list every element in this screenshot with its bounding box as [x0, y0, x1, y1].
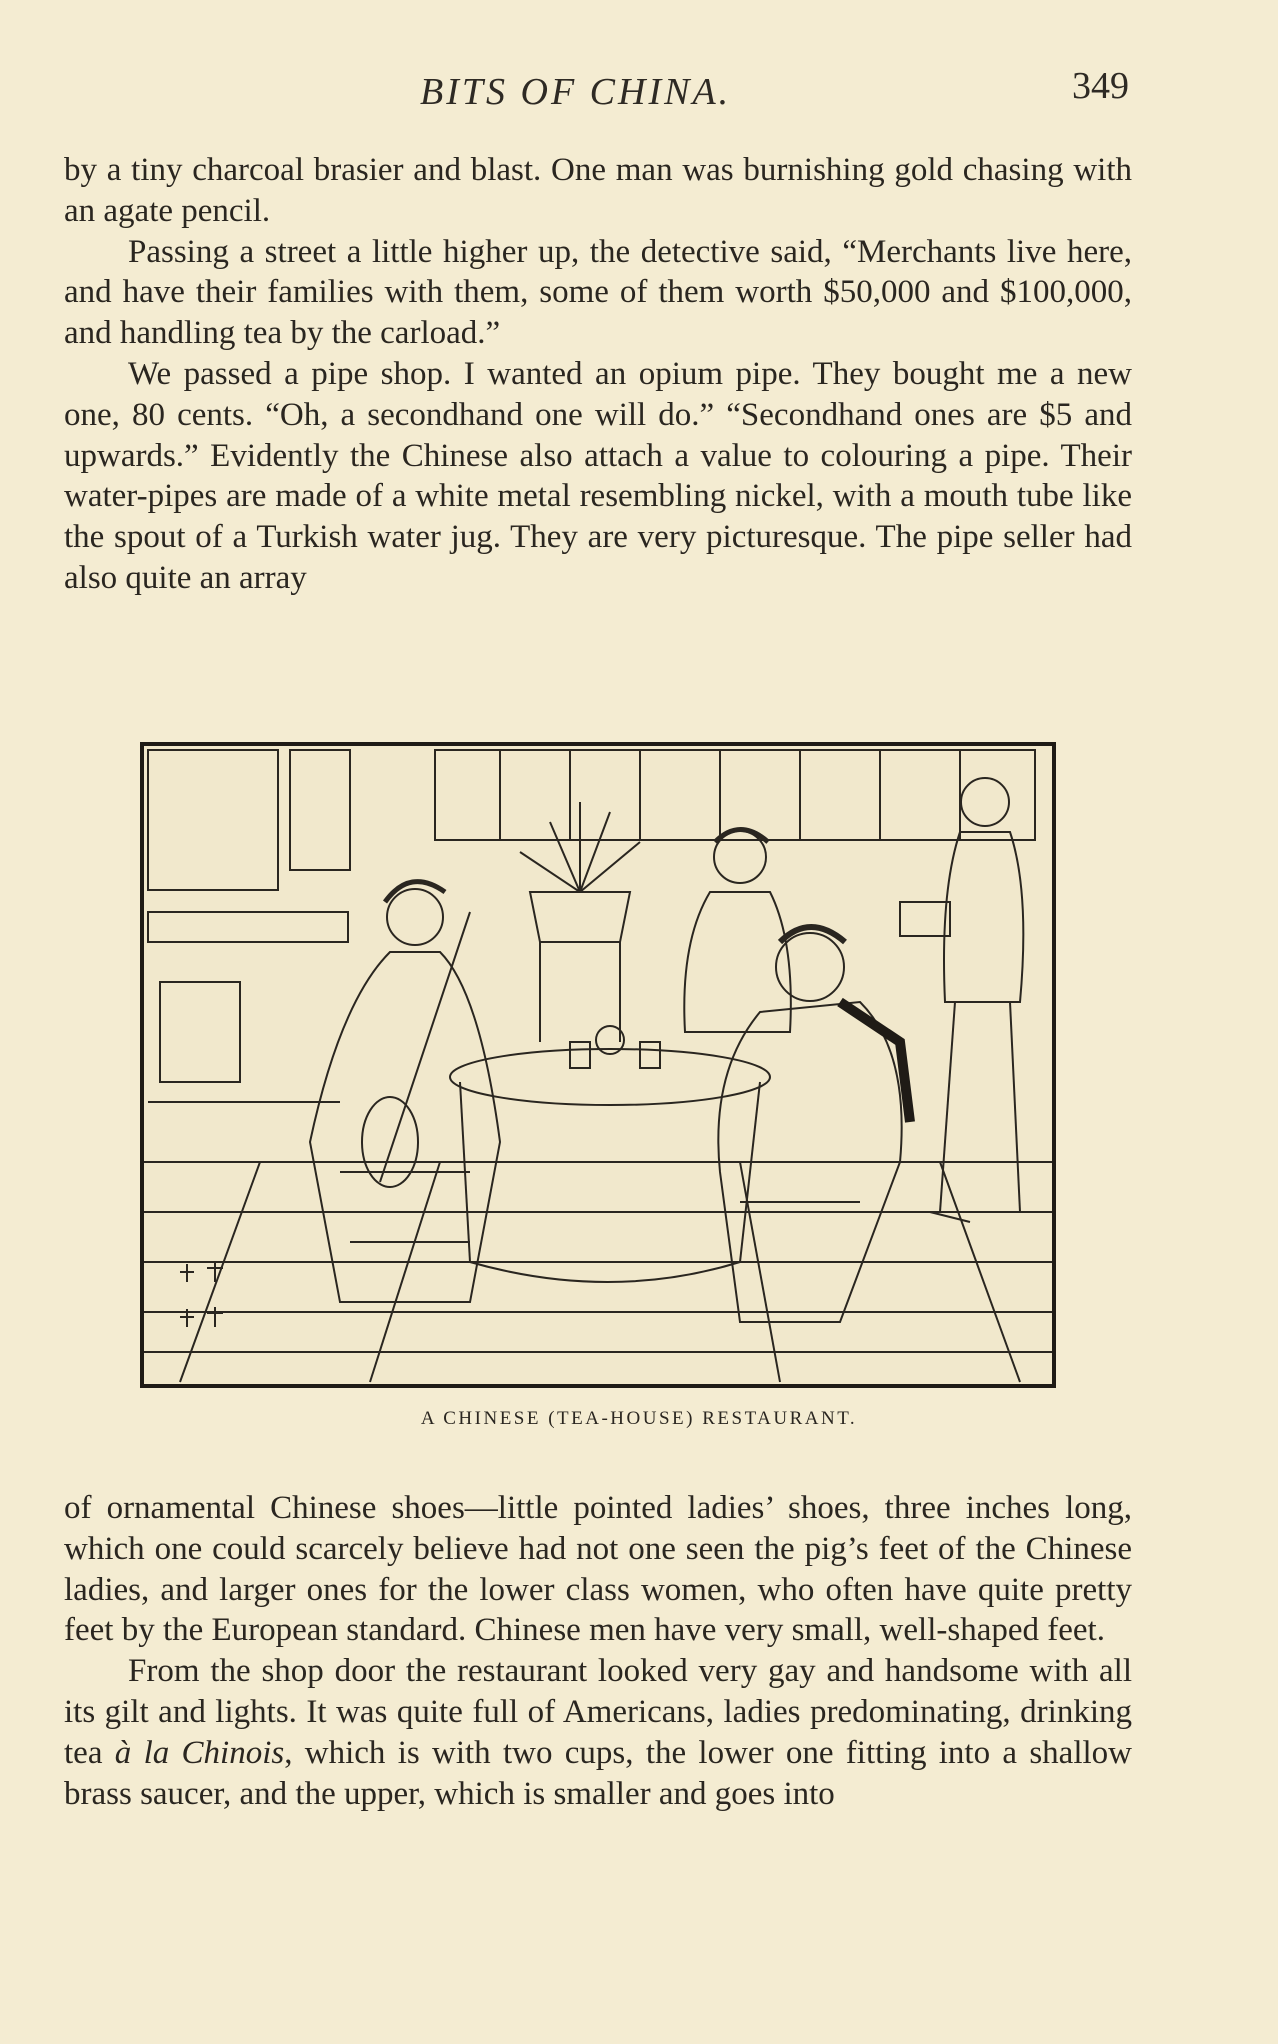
figure-caption: A CHINESE (TEA-HOUSE) RESTAURANT.	[420, 1408, 858, 1429]
top-text-block	[64, 150, 1132, 599]
paragraph: by a tiny charcoal brasier and blast. One man was burnishing gold chasing with an agate pencil.	[64, 152, 1132, 229]
italic-phrase: à la Chinois	[114, 1734, 285, 1771]
paragraph: Passing a street a little higher up, the detective said, “Merchants live here, and have their families with them, some of them worth $50,000 and $100,000, and handling tea by the carload.”	[64, 233, 1132, 352]
page-number: 349	[1072, 65, 1129, 107]
paragraph-text: From the shop door the restaurant looked very gay and handsome with all its gilt and lights. It was quite full of Americans, ladies predominating, drinking tea	[64, 1653, 1132, 1771]
paragraph: We passed a pipe shop. I wanted an opium pipe. They bought me a new one, 80 cents. “Oh, a secondhand one will do.” “Secondhand ones are $5 and upwards.” Evidently the Chinese also attach a value to colouring a pipe. Their water-pipes are made of a white metal resembling nickel, with a mouth tube like the spout of a Turkish water jug. They are very picturesque. The pipe seller had also quite an array	[64, 355, 1132, 596]
page-header	[0, 62, 1278, 112]
paragraph: of ornamental Chinese shoes—little pointed ladies’ shoes, three inches long, which one could scarcely believe had not one seen the pig’s feet of the Chinese ladies, and larger ones for the lower class women, who often have quite pretty feet by the European standard. Chinese men have very small, well-shaped feet.	[64, 1490, 1132, 1649]
bottom-text-block	[64, 1488, 1132, 1814]
running-title: BITS OF CHINA.	[420, 71, 732, 113]
paragraph-text: , which is with two cups, the lower one fitting into a shallow brass saucer, and the upper, which is smaller and goes into	[64, 1734, 1132, 1812]
illustration-tea-house	[140, 742, 1056, 1388]
paragraph	[64, 1651, 1132, 1814]
engraving-illustration	[140, 742, 1056, 1388]
